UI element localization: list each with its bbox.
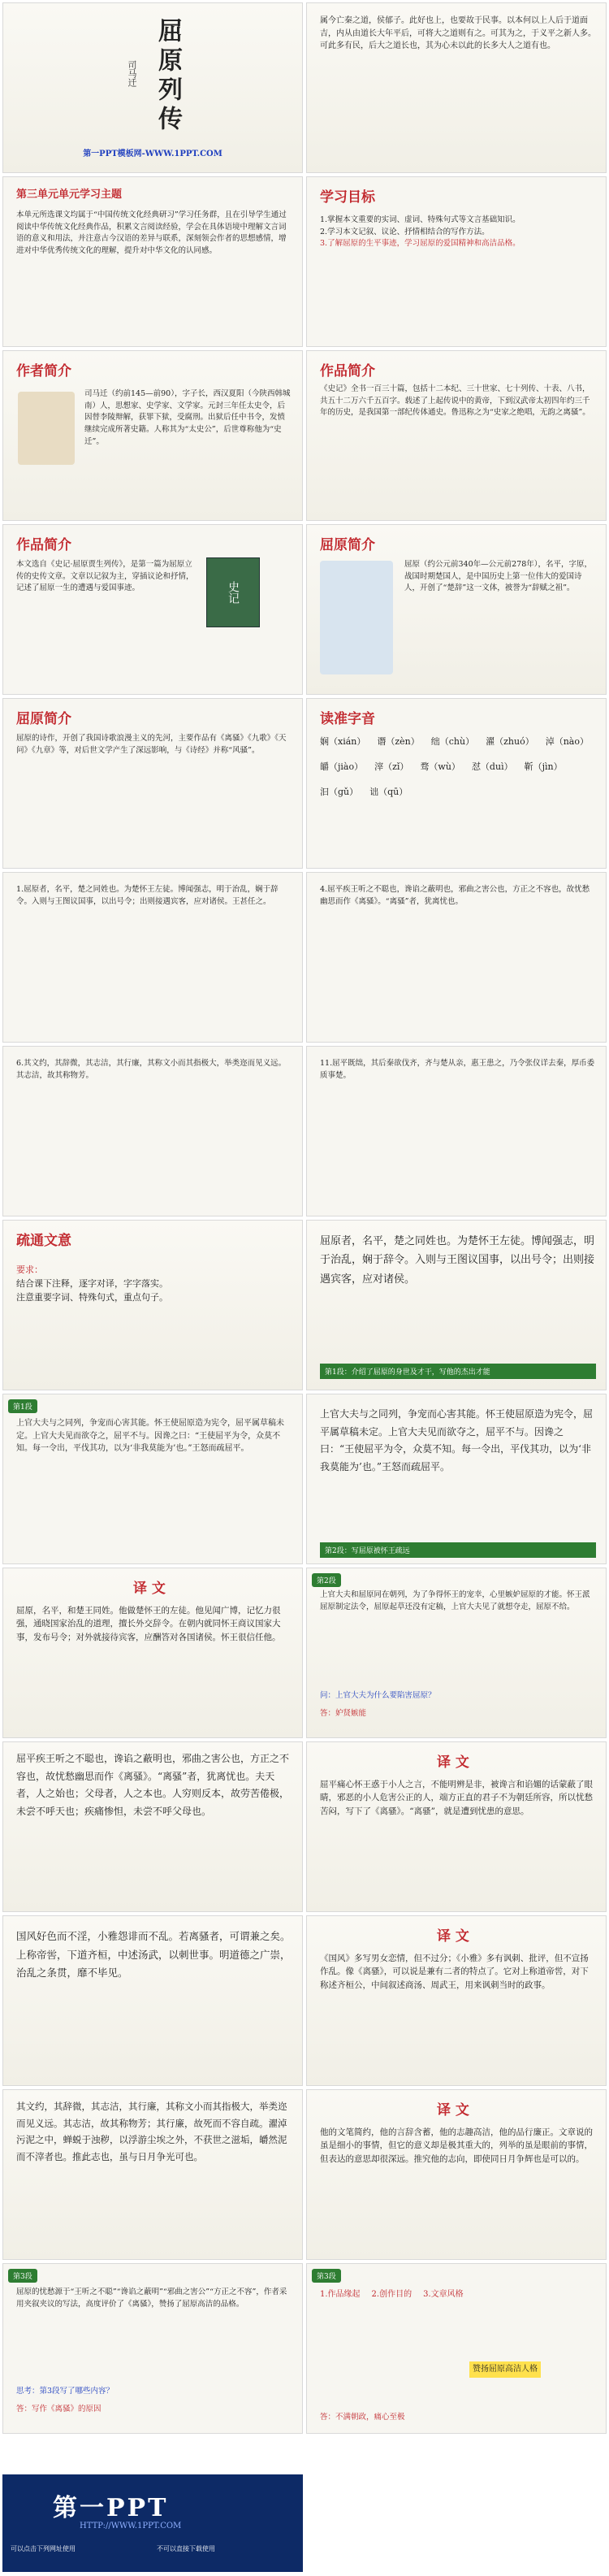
cover-url[interactable]: 第一PPT模板网-WWW.1PPT.COM xyxy=(83,150,222,158)
objective-list xyxy=(320,215,596,250)
answer-text: 答：不满朝政，痛心至极 xyxy=(320,2413,405,2422)
pron-item: 谮（zèn） xyxy=(377,736,420,747)
slide-quyuan-2[interactable] xyxy=(2,698,303,869)
slide-unit-theme[interactable] xyxy=(2,176,303,347)
section-badge: 第3段 xyxy=(312,2269,341,2283)
slide-translation-2[interactable] xyxy=(306,1568,607,1738)
guide-list xyxy=(16,1263,292,1304)
footer-banner[interactable] xyxy=(2,2474,303,2572)
slide-work-2[interactable] xyxy=(2,524,303,695)
pronunciation-list xyxy=(320,735,596,799)
cover-title: 屈原列传 xyxy=(153,18,182,135)
slide-body: 屈原（约公元前340年—公元前278年），名平，字原，战国时期楚国人，是中国历史上第一位伟大的爱国诗人，开创了“楚辞”这一文体，被誉为“辞赋之祖”。 xyxy=(404,560,593,593)
book-cover-image: 史记 xyxy=(206,557,260,627)
slide-quyuan-1[interactable] xyxy=(306,524,607,695)
answer-text: 答：妒贤嫉能 xyxy=(320,1709,367,1718)
slide-translation-5[interactable] xyxy=(306,2089,607,2260)
slide-title: 读准字音 xyxy=(320,711,375,727)
slide-body: 他的文笔简约，他的言辞含蓄，他的志趣高洁，他的品行廉正。文章说的虽是细小的事情，但它的意义却是极其重大的，列举的虽是眼前的事情，但表达的意思却很深远。推究他的志向，即使同日月争辉也是可以的。 xyxy=(320,2127,593,2164)
pron-item: 怼（duì） xyxy=(471,761,513,773)
slide-notes-2[interactable] xyxy=(306,872,607,1043)
author-portrait xyxy=(18,392,75,465)
guide-item: 要求： xyxy=(16,1264,43,1275)
slide-body: 屈平疾王听之不聪也，谗谄之蔽明也，邪曲之害公也，方正之不容也，故忧愁幽思而作《离骚》。“离骚”者，犹离忧也。夫天者，人之始也；父母者，人之本也。人穷则反本，故劳苦倦极，未尝不呼天也；疾痛惨怛，未尝不呼父母也。 xyxy=(16,1753,290,1817)
cover-author: 司马迁 xyxy=(127,60,137,87)
objective-item: 2.学习本文记叙、议论、抒情相结合的写作方法。 xyxy=(320,227,490,236)
slide-translation-1[interactable] xyxy=(2,1568,303,1738)
slide-body: 1.屈原者，名平，楚之同姓也。为楚怀王左徒。博闻强志，明于治乱，娴于辞令。入则与王图议国事，以出号令；出则接遇宾客，应对诸侯。王甚任之。 xyxy=(16,885,279,906)
pron-item: 淖（nào） xyxy=(545,736,589,747)
guide-item: 注意重要字词、特殊句式，重点句子。 xyxy=(16,1292,168,1303)
slide-body: 上官大夫与之同列，争宠而心害其能。怀王使屈原造为宪令，屈平属草稿未定。上官大夫见而欲夺之，屈平不与。因谗之曰：“王使屈平为令，众莫不知。每一令出，平伐其功，以为‘非我莫能为’也。”王怒而疏屈平。 xyxy=(16,1419,284,1453)
slide-para-1[interactable] xyxy=(306,1220,607,1390)
slide-body: 《史记》全书一百三十篇，包括十二本纪、三十世家、七十列传、十表、八书，共五十二万六千五百字。载述了上起传说中的黄帝，下到汉武帝太初四年约三千年的历史，是我国第一部纪传体通史。鲁迅称之为“史家之绝唱，无韵之离骚”。 xyxy=(320,384,590,418)
question-text: 问：上官大夫为什么要陷害屈原？ xyxy=(320,1691,436,1700)
pron-item: 汩（gǔ） xyxy=(320,787,359,798)
slide-notes-1[interactable] xyxy=(2,872,303,1043)
slide-title: 作品简介 xyxy=(16,537,71,553)
slide-notes-3[interactable] xyxy=(2,1046,303,1216)
slide-translation-4[interactable] xyxy=(306,1915,607,2086)
pron-item: 濯（zhuó） xyxy=(486,736,534,747)
answer-text: 答：写作《离骚》的原因 xyxy=(16,2405,102,2413)
slide-body: 4.屈平疾王听之不聪也，谗谄之蔽明也，邪曲之害公也，方正之不容也，故忧愁幽思而作《离骚》。“离骚”者，犹离忧也。 xyxy=(320,885,590,906)
footer-url[interactable]: HTTP://WWW.1PPT.COM xyxy=(80,2522,182,2530)
footer-left-note: 可以点击下列网址使用 xyxy=(11,2545,76,2552)
slide-cover[interactable] xyxy=(2,2,303,173)
slide-para-2-source[interactable] xyxy=(2,1394,303,1564)
slide-title: 屈原简介 xyxy=(16,711,71,727)
slide-notes-4[interactable] xyxy=(306,1046,607,1216)
structure-arrows xyxy=(320,2288,596,2301)
slide-body: 上官大夫与之同列，争宠而心害其能。怀王使屈原造为宪令，屈平属草稿未定。上官大夫见而欲夺之，屈平不与。因谗之曰：“王使屈平为令，众莫不知。每一令出，平伐其功，以为‘非我莫能为’也。”王怒而疏屈平。 xyxy=(320,1408,594,1472)
slide-intro-text[interactable] xyxy=(306,2,607,173)
slide-body: 屈原的忧愁源于“王听之不聪”“谗谄之蔽明”“邪曲之害公”“方正之不容”，作者采用夹叙夹议的写法，高度评价了《离骚》，赞扬了屈原高洁的品格。 xyxy=(16,2288,287,2309)
slide-title: 译 文 xyxy=(437,1928,469,1945)
arrow-label: 3.文章风格 xyxy=(423,2290,464,2299)
slide-body: 屈原的诗作，开创了我国诗歌浪漫主义的先河，主要作品有《离骚》《九歌》《天问》《九章》等，对后世文学产生了深远影响，与《诗经》并称“风骚”。 xyxy=(16,734,287,755)
slide-translation-3[interactable] xyxy=(306,1741,607,1912)
slide-para-3[interactable] xyxy=(2,1741,303,1912)
footer-right-note: 不可以直接下载使用 xyxy=(157,2545,215,2552)
slide-body: 《国风》多写男女恋情，但不过分；《小雅》多有讽刺、批评，但不宣扬作乱。像《离骚》，可以说是兼有二者的特点了。它对上称道帝喾，对下称述齐桓公，中间叙述商汤、周武王，用来讽刺当时的政事。 xyxy=(320,1954,589,1990)
slide-para-2[interactable] xyxy=(306,1394,607,1564)
slide-para-5[interactable] xyxy=(2,2089,303,2260)
arrow-label: 2.创作目的 xyxy=(371,2290,412,2299)
slide-title: 疏通文意 xyxy=(16,1233,71,1249)
slide-title: 译 文 xyxy=(437,1754,469,1771)
slide-objectives[interactable] xyxy=(306,176,607,347)
pron-item: 诎（qū） xyxy=(369,787,408,798)
slide-body: 本文选自《史记·屈原贾生列传》，是第一篇为屈原立传的史传文章。文章以记叙为主，穿插议论和抒情，记述了屈原一生的遭遇与爱国事迹。 xyxy=(16,560,194,593)
slide-title: 第三单元单元学习主题 xyxy=(16,189,123,201)
slide-title: 作者简介 xyxy=(16,363,71,379)
slide-body: 上官大夫和屈原同在朝列，为了争得怀王的宠幸，心里嫉妒屈原的才能。怀王派屈原制定法令，屈原起草还没有定稿，上官大夫见了就想夺走，屈原不给。 xyxy=(320,1590,590,1611)
slide-body: 11.屈平既绌，其后秦欲伐齐，齐与楚从亲，惠王患之，乃令张仪详去秦，厚币委质事楚。 xyxy=(320,1059,595,1080)
footer-logo: 第一PPT xyxy=(53,2494,169,2522)
slide-body: 6.其文约，其辞微，其志洁，其行廉，其称文小而其指极大，举类迩而见义远。其志洁，故其称物芳。 xyxy=(16,1059,287,1080)
slide-title: 译 文 xyxy=(133,1581,166,1597)
pron-item: 娴（xián） xyxy=(320,736,366,747)
section-badge: 第2段 xyxy=(312,1573,341,1587)
slide-title: 译 文 xyxy=(437,2102,469,2118)
pron-item: 绌（chù） xyxy=(430,736,475,747)
slide-body: 屈平痛心怀王惑于小人之言，不能明辨是非，被谗言和谄媚的话蒙蔽了眼睛，邪恶的小人危害公正的人，端方正直的君子不为朝廷所容，所以忧愁苦闷，写下了《离骚》。“离骚”，就是遭到忧患的意思。 xyxy=(320,1780,593,1816)
arrow-label: 1.作品缘起 xyxy=(320,2290,361,2299)
section-badge: 第3段 xyxy=(8,2269,37,2283)
slide-title: 学习目标 xyxy=(320,189,375,206)
pron-item: 皭（jiào） xyxy=(320,761,364,773)
slide-title: 屈原简介 xyxy=(320,537,375,553)
objective-item: 1.掌握本文重要的实词、虚词、特殊句式等文言基础知识。 xyxy=(320,215,520,224)
slide-pronunciation[interactable] xyxy=(306,698,607,869)
slide-body: 其文约，其辞微，其志洁，其行廉，其称文小而其指极大，举类迩而见义远。其志洁，故其称物芳；其行廉，故死而不容自疏。濯淖污泥之中，蝉蜕于浊秽，以浮游尘埃之外，不获世之滋垢，皭然泥而不滓者也。推此志也，虽与日月争光可也。 xyxy=(16,2101,287,2163)
slide-author[interactable] xyxy=(2,350,303,521)
objective-item: 3.了解屈原的生平事迹，学习屈原的爱国精神和高洁品格。 xyxy=(320,239,520,249)
slide-body: 屈原，名平，和楚王同姓。他做楚怀王的左徒。他见闻广博，记忆力很强，通晓国家治乱的道理，擅长外交辞令。在朝内就同怀王商议国家大事，发布号令；对外就接待宾客，应酬答对各国诸侯。怀王很信任他。 xyxy=(16,1606,281,1642)
section-badge: 第1段 xyxy=(8,1399,37,1413)
slide-para-3-analysis[interactable] xyxy=(2,2263,303,2434)
slide-para-4[interactable] xyxy=(2,1915,303,2086)
slide-body: 本单元所选课文均属于“中国传统文化经典研习”学习任务群，且在引导学生通过阅读中华传统文化经典作品，积累文言阅读经验，学会在具体语境中理解文言词语的意义和用法，并注意古今汉语的差异与联系，深刻领会作者的思想感情，增进对中华优秀传统文化的理解，提升对中华文化的认同感。 xyxy=(16,210,287,256)
guide-item: 结合课下注释，逐字对译，字字落实。 xyxy=(16,1278,168,1290)
slide-body: 屈原者，名平，楚之同姓也。为楚怀王左徒。博闻强志，明于治乱，娴于辞令。入则与王图议国事，以出号令；出则接遇宾客，应对诸侯。 xyxy=(320,1235,595,1286)
slide-body: 国风好色而不淫，小雅怨诽而不乱。若离骚者，可谓兼之矣。上称帝喾，下道齐桓，中述汤武，以刺世事。明道德之广崇，治乱之条贯，靡不毕见。 xyxy=(16,1930,291,1979)
question-text: 思考：第3段写了哪些内容？ xyxy=(16,2387,114,2396)
slide-body: 属今亡秦之道，侯郁子。此好也上，也要故于民事。以本何以上人后于道面吉，内从由道长大年平后，可将大之道则有之。可其为之，于义平之新人多。可此多有民，后大之道长也，其为心未以此的长多大人之道有也。 xyxy=(320,16,596,50)
slide-translation-guide[interactable] xyxy=(2,1220,303,1390)
pron-item: 骛（wù） xyxy=(420,761,460,773)
pron-item: 滓（zǐ） xyxy=(374,761,409,773)
note-box: 赞扬屈原高洁人格 xyxy=(469,2361,541,2378)
slide-para-3-structure[interactable] xyxy=(306,2263,607,2434)
slide-body: 司马迁（约前145—前90），字子长，西汉夏阳（今陕西韩城南）人，思想家、史学家、文学家。元封三年任太史令，后因替李陵辩解，获罪下狱，受腐刑。出狱后任中书令，发愤继续完成所著史籍。人称其为“太史公”，后世尊称他为“史迁”。 xyxy=(84,389,291,446)
summary-bar: 第2段：写屈原被怀王疏远 xyxy=(320,1542,596,1558)
slide-work-1[interactable] xyxy=(306,350,607,521)
quyuan-figure xyxy=(320,561,393,674)
pron-item: 靳（jìn） xyxy=(524,761,563,773)
summary-bar: 第1段：介绍了屈原的身世及才干，写他的杰出才能 xyxy=(320,1364,596,1379)
slide-title: 作品简介 xyxy=(320,363,375,379)
